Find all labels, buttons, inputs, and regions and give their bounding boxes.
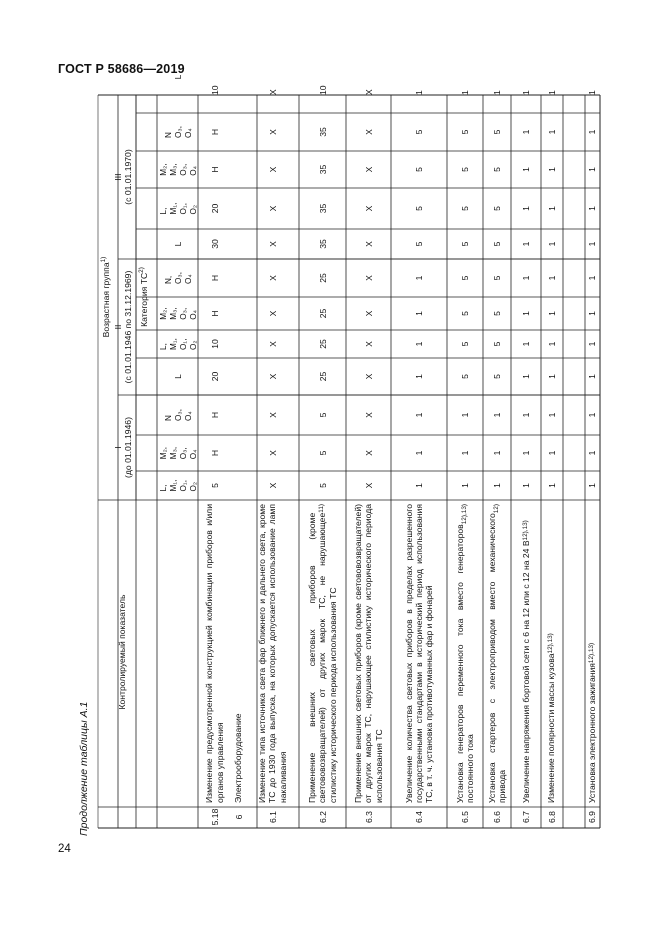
category-label: L <box>173 241 183 247</box>
row-number: 5.18 <box>209 808 220 826</box>
row-value: 5 <box>460 275 470 281</box>
category-col-1-lines <box>174 75 183 80</box>
row-value: 1 <box>587 412 597 418</box>
row-value: 1 <box>414 412 424 418</box>
row-value: 1 <box>521 412 531 418</box>
category-label: L <box>173 374 183 379</box>
row-value: 25 <box>317 308 328 319</box>
row-indicator-text <box>584 501 600 806</box>
category-col-2-lines <box>159 480 198 492</box>
row-value: 35 <box>317 203 328 214</box>
row-value: 1 <box>521 341 531 347</box>
indicator-text: Изменение типа источника света фар ближнего и дальнего света, кроме ТС до 1930 года выпуска, на которых допускается использование ламп накаливания <box>257 504 288 803</box>
row-value: 1 <box>521 129 531 135</box>
age-group-1-roman <box>113 398 123 497</box>
row-value: 5 <box>492 275 502 281</box>
row-value: 1 <box>587 450 597 456</box>
row-value: 5 <box>460 241 470 247</box>
row-indicator-text <box>447 501 483 806</box>
category-col-10 <box>160 188 196 229</box>
row-indicator-text <box>299 501 346 806</box>
row-value: X <box>363 205 374 212</box>
row-value: X <box>267 166 278 173</box>
footnote-ref: 12) <box>492 504 500 514</box>
row-value: 1 <box>587 241 597 247</box>
age-group-2-period <box>123 262 133 392</box>
row-number: 6.8 <box>546 811 557 823</box>
indicator-text: Применение внешних световых приборов (кроме светововозвращателей) от других марок ТС, нарушающее стилистику исторического периода использования ТС <box>353 504 384 803</box>
row-indicator-text <box>391 501 447 806</box>
category-header <box>137 227 149 367</box>
row-value: X <box>363 275 374 281</box>
row-value: 1 <box>587 341 597 347</box>
row-value: 5 <box>414 241 424 247</box>
category-label: L, <box>158 343 168 350</box>
category-col-4 <box>160 395 196 435</box>
row-value: X <box>363 341 374 347</box>
row-indicator-text <box>483 501 511 806</box>
row-value: X <box>267 341 278 347</box>
row-value: 1 <box>414 90 424 95</box>
row-value: Н <box>209 310 220 317</box>
row-value: 5 <box>460 374 470 379</box>
row-indicator-text <box>246 501 299 806</box>
row-number: 6.2 <box>317 811 328 823</box>
row-value: 10 <box>317 85 328 95</box>
row-value: 1 <box>546 275 557 281</box>
row-value: 5 <box>492 341 502 347</box>
indicator-text: Установка электронного зажигания <box>586 663 597 803</box>
row-value: 1 <box>521 450 531 456</box>
row-value: 1 <box>587 374 597 379</box>
category-col-2 <box>160 471 196 500</box>
row-value: 35 <box>317 127 328 137</box>
category-label: O₃, <box>173 409 183 421</box>
row-value: 1 <box>587 129 597 135</box>
category-label: N <box>163 132 173 138</box>
age-group-header-text: Возрастная группа <box>100 262 111 338</box>
row-value: 20 <box>209 203 220 214</box>
category-col-5-lines <box>174 374 183 379</box>
row-value: 25 <box>317 273 328 283</box>
age-group-1-roman-text: I <box>113 446 123 449</box>
row-value: 5 <box>492 374 502 379</box>
row-value: 5 <box>414 206 424 211</box>
row-number: 6.4 <box>414 811 424 823</box>
category-label: O₂ <box>188 204 198 215</box>
footnote-ref: 12),13) <box>547 633 555 654</box>
category-label: M₂, <box>158 446 168 460</box>
category-col-7-lines <box>159 307 198 319</box>
category-label: O₃, <box>173 272 183 284</box>
category-label: M₃, <box>168 163 178 176</box>
row-value: X <box>267 310 278 317</box>
row-value: 1 <box>546 450 557 456</box>
category-col-1 <box>160 59 196 95</box>
row-indicator-text <box>198 501 231 806</box>
row-value: Н <box>209 166 220 173</box>
row-value: 30 <box>209 239 220 249</box>
category-label: O₄ <box>188 449 198 460</box>
category-label: M₁, <box>168 479 178 492</box>
row-value: 1 <box>546 90 557 95</box>
row-value: 1 <box>414 341 424 347</box>
row-value: X <box>363 450 374 456</box>
row-value: 1 <box>460 90 470 95</box>
row-value: X <box>267 275 278 281</box>
age-group-2-period-text: (с 01.01.1946 по 31.12.1969) <box>123 270 133 384</box>
indicator-text: Увеличение напряжения бортовой сети с 6 на 12 или с 12 на 24 В <box>520 540 531 803</box>
category-label: O₃, <box>178 447 188 460</box>
row-value: 1 <box>546 241 557 247</box>
category-col-12 <box>160 113 196 151</box>
category-header-footnote: 2) <box>138 267 145 273</box>
row-value: Н <box>209 449 220 457</box>
category-label: O₃, <box>178 307 188 320</box>
row-value: 25 <box>317 371 328 382</box>
row-number: 6.6 <box>492 811 502 823</box>
row-value: 1 <box>521 90 531 95</box>
indicator-header-text: Контролируемый показатель <box>117 594 127 710</box>
row-value: 25 <box>317 339 328 349</box>
row-value: X <box>267 482 278 489</box>
row-value: 1 <box>546 206 557 211</box>
row-value: 5 <box>492 206 502 211</box>
row-number: 6.7 <box>521 811 531 823</box>
age-group-3-roman-text: III <box>113 173 123 181</box>
age-group-2-roman-text: II <box>113 324 123 330</box>
row-number: 6.3 <box>363 811 374 823</box>
category-col-6 <box>160 330 196 358</box>
footnote-ref: 12),13) <box>587 642 595 664</box>
age-group-3-period-text: (с 01.01.1970) <box>123 149 133 205</box>
row-value: 5 <box>492 167 502 172</box>
category-col-10-lines <box>159 203 198 215</box>
category-label: N, <box>163 275 173 284</box>
category-label: O₄ <box>183 274 193 284</box>
category-label: L <box>173 74 183 80</box>
row-value: 1 <box>587 311 597 316</box>
row-value: X <box>363 412 374 418</box>
row-value: X <box>363 373 374 380</box>
row-value: 1 <box>521 374 531 379</box>
row-value: 1 <box>587 275 597 281</box>
row-value: 1 <box>546 341 557 347</box>
row-value: 1 <box>521 241 531 247</box>
row-value: 5 <box>209 483 220 488</box>
row-value: 1 <box>546 374 557 379</box>
row-number: 6.9 <box>587 811 597 823</box>
row-value: 1 <box>414 311 424 316</box>
page-number: 24 <box>58 843 71 855</box>
category-col-8 <box>160 259 196 297</box>
age-group-header <box>99 197 111 397</box>
row-value: 10 <box>209 339 220 349</box>
category-col-9 <box>160 229 196 259</box>
indicator-header <box>117 507 127 797</box>
category-col-5 <box>160 358 196 395</box>
indicator-text: Увеличение количества световых приборов в пределах разрешенного государственными стандартами в исторический период использования ТС, в т. ч. установка противотуманных фар и фонарей <box>403 504 435 803</box>
category-label: O₄ <box>188 310 198 320</box>
age-group-header-footnote: 1) <box>100 256 107 263</box>
row-value: Н <box>209 274 220 282</box>
row-value: X <box>267 89 278 95</box>
row-value: 20 <box>209 371 220 382</box>
category-header-text: Категория ТС <box>138 272 149 327</box>
row-value: X <box>363 89 374 95</box>
row-value: 35 <box>317 164 328 175</box>
row-value: X <box>267 205 278 212</box>
category-col-3 <box>160 435 196 471</box>
row-value: 1 <box>521 483 531 488</box>
row-value: X <box>267 373 278 380</box>
row-value: 5 <box>492 311 502 316</box>
row-value: 5 <box>460 311 470 316</box>
table-continuation-caption: Продолжение таблицы А.1 <box>78 701 90 836</box>
category-label: M₂, <box>158 307 168 320</box>
row-value: X <box>363 241 374 247</box>
row-value: 5 <box>460 129 470 135</box>
row-value: 1 <box>521 167 531 172</box>
row-value: 35 <box>317 239 328 249</box>
row-value: 1 <box>521 275 531 281</box>
row-value: 5 <box>460 206 470 211</box>
category-col-11 <box>160 151 196 188</box>
category-col-8-lines <box>164 272 193 284</box>
category-label: O₄ <box>183 128 193 138</box>
footnote-ref: 11) <box>318 504 326 513</box>
row-indicator-text <box>346 501 391 806</box>
row-value: Н <box>209 128 220 136</box>
row-value: 5 <box>317 412 328 418</box>
category-col-9-lines <box>174 242 183 247</box>
row-number: 6.1 <box>267 811 278 823</box>
row-value: X <box>363 129 374 135</box>
row-value: 1 <box>460 450 470 456</box>
age-group-2-roman <box>113 262 123 392</box>
row-value: 1 <box>521 311 531 316</box>
category-label: O₂ <box>188 481 198 492</box>
row-value: 1 <box>546 412 557 418</box>
category-label: M₃, <box>168 307 178 320</box>
row-value: 1 <box>546 311 557 316</box>
row-value: 5 <box>460 341 470 347</box>
row-value: 5 <box>414 129 424 135</box>
row-value: 5 <box>460 167 470 172</box>
row-value: X <box>363 482 374 489</box>
row-value: 5 <box>414 167 424 172</box>
row-value: 1 <box>492 483 502 488</box>
row-indicator-text <box>231 501 246 806</box>
row-value: 1 <box>587 206 597 211</box>
category-label: O₁, <box>178 203 188 215</box>
row-value: 1 <box>546 167 557 172</box>
row-number: 6.5 <box>460 811 470 823</box>
category-label: O₂ <box>188 340 198 350</box>
category-label: N <box>163 415 173 421</box>
category-col-4-lines <box>164 409 193 421</box>
row-value: 1 <box>414 483 424 488</box>
category-label: M₁, <box>168 338 178 350</box>
row-value: X <box>267 129 278 135</box>
row-value: 1 <box>414 450 424 456</box>
age-group-1-period <box>123 398 133 497</box>
age-group-1-period-text: (до 01.01.1946) <box>123 417 133 478</box>
category-label: L, <box>158 207 168 215</box>
row-value: X <box>267 450 278 456</box>
footnote-ref: 12),13) <box>521 520 529 541</box>
row-indicator-text <box>511 501 541 806</box>
indicator-text: Применение внешних световых приборов (кроме светововозвращателей) от других марок ТС, не нарушающее стилистику исторического периода использования ТС <box>307 512 338 803</box>
footnote-ref: 12),13) <box>460 504 468 525</box>
row-value: 1 <box>492 450 502 456</box>
row-value: X <box>267 241 278 247</box>
category-col-6-lines <box>159 338 198 350</box>
category-col-11-lines <box>159 163 198 175</box>
row-value: 1 <box>587 90 597 95</box>
row-number: 6 <box>233 814 244 820</box>
row-value: 1 <box>460 412 470 418</box>
age-group-3-roman <box>113 98 123 256</box>
category-label: O₃, <box>178 163 188 176</box>
category-label: M₂, <box>158 163 168 176</box>
row-value: 5 <box>317 450 328 456</box>
row-value: 1 <box>460 483 470 488</box>
category-label: M₃, <box>168 446 178 460</box>
category-label: O₁, <box>178 480 188 492</box>
indicator-text: Установка генераторов переменного тока вместо генераторов постоянного тока <box>454 524 475 803</box>
row-value: X <box>267 412 278 418</box>
category-label: O₄ <box>183 411 193 421</box>
row-value: 1 <box>414 275 424 281</box>
age-group-3-period <box>123 98 133 256</box>
category-label: O₄ <box>188 166 198 176</box>
row-value: X <box>363 310 374 317</box>
row-value: 1 <box>546 129 557 135</box>
indicator-text: Изменение предусмотренной конструкцией комбинации приборов и/или органов управления <box>204 504 225 803</box>
category-label: O₁, <box>178 338 188 350</box>
row-value: Н <box>209 411 220 419</box>
category-col-7 <box>160 297 196 330</box>
row-value: 1 <box>414 374 424 379</box>
indicator-text: Установка стартеров с электроприводом вместо механического привода <box>486 513 507 803</box>
row-value: 1 <box>492 412 502 418</box>
row-value: 1 <box>587 167 597 172</box>
indicator-text: Изменение полярности массы кузова <box>546 653 557 803</box>
row-value: 1 <box>546 483 557 488</box>
row-value: 1 <box>492 90 502 95</box>
category-col-3-lines <box>159 447 198 459</box>
category-col-12-lines <box>164 126 193 138</box>
category-label: O₃, <box>173 126 183 138</box>
row-value: 5 <box>317 483 328 488</box>
row-value: 5 <box>492 129 502 135</box>
row-value: 1 <box>521 206 531 211</box>
indicator-text: Электрооборудование <box>233 713 244 803</box>
category-label: L, <box>158 484 168 492</box>
category-label: M₁, <box>168 202 178 215</box>
row-value: 10 <box>209 85 220 95</box>
row-value: 5 <box>492 241 502 247</box>
row-indicator-text <box>541 501 562 806</box>
row-value: 1 <box>587 483 597 488</box>
document-header: ГОСТ Р 58686—2019 <box>58 62 185 76</box>
row-value: X <box>363 166 374 173</box>
